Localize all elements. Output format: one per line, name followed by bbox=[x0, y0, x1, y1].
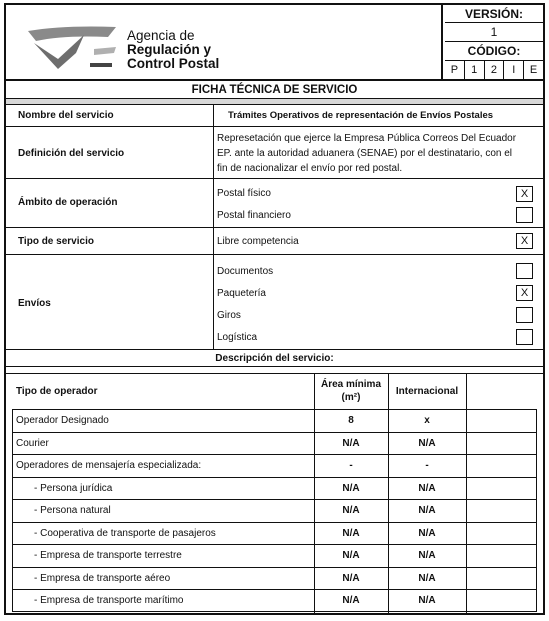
column-divider bbox=[466, 410, 467, 432]
operator-international: N/A bbox=[418, 572, 436, 584]
service-type-label: Tipo de servicio bbox=[18, 236, 94, 247]
table-row bbox=[12, 478, 537, 501]
scope-label: Ámbito de operación bbox=[18, 197, 118, 208]
operator-international: N/A bbox=[418, 505, 436, 516]
operator-international: N/A bbox=[418, 437, 436, 449]
operator-international: N/A bbox=[418, 527, 436, 539]
header-operator-type: Tipo de operador bbox=[16, 386, 98, 397]
service-name-value: Trámites Operativos de representación de Envíos Postales bbox=[228, 110, 494, 121]
operator-min-area: N/A bbox=[342, 595, 360, 606]
operator-min-area: N/A bbox=[342, 505, 360, 516]
column-divider bbox=[213, 105, 214, 126]
scope-row bbox=[6, 179, 543, 228]
shipments-option-documentos: Documentos bbox=[217, 266, 274, 277]
column-divider bbox=[213, 228, 214, 254]
operator-name: - Empresa de transporte aéreo bbox=[34, 572, 171, 584]
operator-name: - Persona jurídica bbox=[34, 482, 113, 494]
shipments-option-paqueteria: Paquetería bbox=[217, 288, 266, 299]
column-divider bbox=[466, 374, 467, 409]
operator-international: N/A bbox=[418, 550, 436, 561]
definition-text bbox=[217, 131, 516, 176]
operator-min-area: N/A bbox=[342, 482, 360, 494]
scope-checkbox-postal-financiero[interactable] bbox=[516, 207, 533, 223]
code-char: E bbox=[523, 61, 543, 79]
header-international: Internacional bbox=[395, 386, 459, 397]
definition-label: Definición del servicio bbox=[18, 148, 125, 159]
code-char: 2 bbox=[484, 61, 504, 79]
version-value: 1 bbox=[445, 23, 543, 42]
operator-international: x bbox=[424, 415, 430, 426]
shipments-checkbox-documentos[interactable] bbox=[516, 263, 533, 279]
shipments-checkbox-logistica[interactable] bbox=[516, 329, 533, 345]
definition-row bbox=[6, 127, 543, 179]
table-row bbox=[12, 410, 537, 433]
operator-min-area: - bbox=[349, 460, 353, 471]
definition-line: EP. ante la autoridad aduanera (SENAE) por el destinatario, con el bbox=[217, 148, 512, 159]
form-title: FICHA TÉCNICA DE SERVICIO bbox=[6, 81, 543, 99]
code-value bbox=[445, 61, 543, 79]
service-name-row bbox=[6, 105, 543, 127]
version-label: VERSIÓN: bbox=[445, 5, 543, 23]
description-title: Descripción del servicio: bbox=[6, 350, 543, 367]
header-min-area bbox=[314, 378, 388, 404]
shipments-row bbox=[6, 255, 543, 350]
operator-min-area: N/A bbox=[342, 527, 360, 539]
operator-table-header bbox=[12, 374, 537, 410]
column-divider bbox=[466, 455, 467, 477]
column-divider bbox=[213, 127, 214, 178]
header-min-area-line: Área mínima bbox=[320, 379, 382, 390]
operator-name: - Empresa de transporte marítimo bbox=[34, 595, 184, 606]
column-divider bbox=[466, 478, 467, 500]
code-char: 1 bbox=[464, 61, 484, 79]
column-divider bbox=[466, 433, 467, 455]
column-divider bbox=[466, 590, 467, 613]
table-row bbox=[12, 545, 537, 568]
header-min-area-unit: (m²) bbox=[341, 392, 361, 403]
operator-name: - Persona natural bbox=[34, 505, 111, 516]
agency-line-2: Regulación y bbox=[127, 42, 212, 57]
shipments-label: Envíos bbox=[18, 298, 51, 309]
operator-international: - bbox=[425, 460, 429, 471]
scope-checkbox-postal-fisico[interactable]: X bbox=[516, 186, 533, 202]
agency-line-3: Control Postal bbox=[127, 56, 220, 71]
shipments-option-logistica: Logística bbox=[217, 332, 258, 343]
table-row bbox=[12, 590, 537, 613]
operator-min-area: 8 bbox=[348, 415, 354, 426]
code-label: CÓDIGO: bbox=[445, 42, 543, 61]
agency-line-1: Agencia de bbox=[127, 28, 195, 43]
operator-international: N/A bbox=[418, 595, 436, 606]
operator-name: Operador Designado bbox=[16, 415, 109, 426]
shipments-option-giros: Giros bbox=[217, 310, 241, 321]
operator-min-area: N/A bbox=[342, 550, 360, 561]
column-divider bbox=[466, 545, 467, 567]
service-name-label: Nombre del servicio bbox=[18, 110, 114, 121]
code-char: I bbox=[503, 61, 523, 79]
operator-name: - Empresa de transporte terrestre bbox=[34, 550, 182, 561]
operator-name: - Cooperativa de transporte de pasajeros bbox=[34, 527, 216, 539]
definition-line: Represetación que ejerce la Empresa Pública Correos Del Ecuador bbox=[217, 133, 517, 144]
shipments-checkbox-paqueteria[interactable]: X bbox=[516, 285, 533, 301]
form-frame bbox=[4, 3, 545, 615]
service-type-option: Libre competencia bbox=[217, 236, 299, 247]
operator-min-area: N/A bbox=[342, 572, 360, 584]
column-divider bbox=[213, 179, 214, 227]
scope-option-postal-fisico: Postal físico bbox=[217, 188, 271, 199]
operator-name: Courier bbox=[16, 437, 49, 449]
column-divider bbox=[213, 255, 214, 349]
operator-name: Operadores de mensajería especializada: bbox=[16, 460, 202, 471]
service-type-checkbox[interactable]: X bbox=[516, 233, 533, 249]
column-divider bbox=[466, 500, 467, 522]
table-row bbox=[12, 433, 537, 456]
agency-name bbox=[127, 29, 219, 71]
shipments-checkbox-giros[interactable] bbox=[516, 307, 533, 323]
agency-logo-icon bbox=[24, 19, 120, 71]
column-divider bbox=[466, 523, 467, 545]
code-char: P bbox=[450, 64, 459, 76]
table-row bbox=[12, 500, 537, 523]
document-meta bbox=[445, 5, 543, 79]
scope-option-postal-financiero: Postal financiero bbox=[217, 210, 291, 221]
service-type-row bbox=[6, 228, 543, 255]
column-divider bbox=[466, 568, 467, 590]
header bbox=[6, 5, 543, 81]
table-row bbox=[12, 568, 537, 591]
operator-international: N/A bbox=[418, 482, 436, 494]
logo-area bbox=[6, 5, 443, 79]
definition-line: fin de nacionalizar el envío por red postal. bbox=[217, 163, 403, 174]
operator-min-area: N/A bbox=[342, 437, 360, 449]
table-row bbox=[12, 455, 537, 478]
description-gap bbox=[6, 367, 543, 374]
table-row bbox=[12, 523, 537, 546]
